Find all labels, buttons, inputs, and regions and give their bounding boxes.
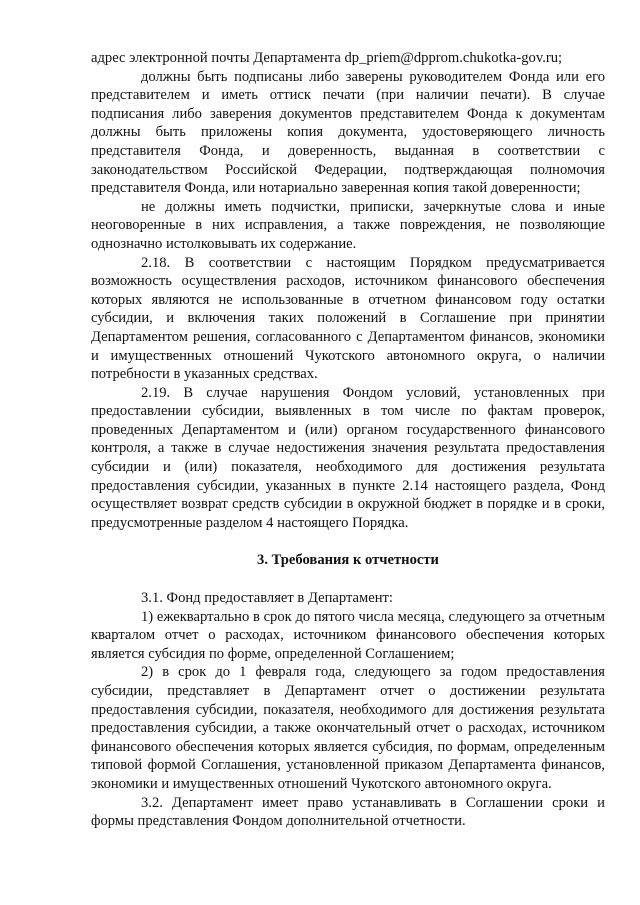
paragraph-signed: должны быть подписаны либо заверены руководителем Фонда или его представителем и иметь оттиск печати (при наличии печати). В случае подписания либо заверения документов представителем Фонда к документам должны быть приложены копия документа, удостоверяющего личность представителя Фонда, и доверенность, выданная в соответствии с законодательством Российской Федерации, подтверждающая полномочия представителя Фонда, или нотариально заверенная копия такой доверенности; bbox=[91, 68, 605, 197]
paragraph-3-1-2: 2) в срок до 1 февраля года, следующего за годом предоставления субсидии, представляет в Департамент отчет о достижении результата предоставления субсидии, показателя, необходимого для достижения результата предоставления субсидии, а также окончательный отчет о расходах, источником финансового обеспечения которых является субсидия, по формам, определенным типовой формой Соглашения, установленной приказом Департамента финансов, экономики и имущественных отношений Чукотского автономного округа. bbox=[91, 664, 605, 792]
document-body bbox=[91, 49, 605, 831]
paragraph-3-1: 3.1. Фонд предоставляет в Департамент: bbox=[141, 590, 393, 607]
section-heading: 3. Требования к отчетности bbox=[257, 552, 439, 569]
paragraph-no-erasures: не должны иметь подчистки, приписки, зачеркнутые слова и иные неоговоренные в них исправления, а также повреждения, не позволяющие однозначно истолковывать их содержание. bbox=[91, 198, 605, 252]
paragraph-3-1-1: 1) ежеквартально в срок до пятого числа месяца, следующего за отчетным кварталом отчет о расходах, источником финансового обеспечения которых является субсидия по форме, определенной Соглашением; bbox=[91, 608, 605, 662]
paragraph-email: адрес электронной почты Департамента dp_priem@dpprom.chukotka-gov.ru; bbox=[91, 50, 563, 66]
paragraph-3-2: 3.2. Департамент имеет право устанавливать в Соглашении сроки и формы представления Фондом дополнительной отчетности. bbox=[91, 794, 605, 830]
paragraph-2-19: 2.19. В случае нарушения Фондом условий, установленных при предоставлении субсидии, выявленных в том числе по фактам проверок, проведенных Департаментом и (или) органом государственного финансового контроля, а также в случае недостижения значения результата предоставления субсидии и (или) показателя, необходимого для достижения результата предоставления субсидии, указанных в пункте 2.14 настоящего раздела, Фонд осуществляет возврат средств субсидии в окружной бюджет в порядке и в сроки, предусмотренные разделом 4 настоящего Порядка. bbox=[91, 384, 605, 531]
paragraph-2-18: 2.18. В соответствии с настоящим Порядком предусматривается возможность осуществления расходов, источником финансового обеспечения которых являются не использованные в отчетном финансовом году остатки субсидии, и включения таких положений в Соглашение при принятии Департаментом решения, согласованного с Департаментом финансов, экономики и имущественных отношений Чукотского автономного округа, о наличии потребности в указанных средствах. bbox=[91, 254, 605, 383]
